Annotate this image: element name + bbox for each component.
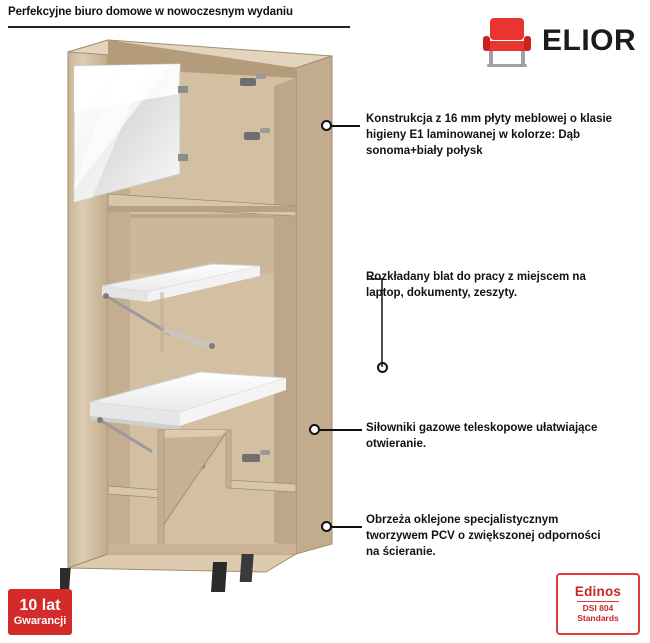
warranty-label: Gwarancji: [13, 614, 67, 627]
callout-text-worktop: Rozkładany blat do pracy z miejscem na laptop, dokumenty, zeszyty.: [366, 271, 586, 299]
callout-dot-construction: [321, 120, 332, 131]
callout-line-gas-struts: [320, 429, 362, 431]
warranty-badge: [8, 589, 72, 635]
brand-name: ELIOR: [542, 24, 637, 57]
callout-line-edges: [332, 526, 362, 528]
product-image: [60, 34, 340, 594]
callout-dot-gas-struts: [309, 424, 320, 435]
header-divider: [8, 26, 350, 28]
certificate-code: DSI 804: [582, 603, 614, 614]
callout-text-gas-struts: Siłowniki gazowe teleskopowe ułatwiające otwieranie.: [366, 422, 598, 450]
certificate-standard: Standards: [577, 613, 619, 623]
page-title: Perfekcyjne biuro domowe w nowoczesnym wydaniu: [8, 6, 293, 18]
brand-logo: [476, 12, 636, 74]
red-armchair-icon: [476, 12, 538, 74]
certificate-name: Edinos: [574, 584, 622, 600]
callout-text-edges: Obrzeża oklejone specjalistycznym tworzywem PCV o zwiększonej odporności na ścieranie.: [366, 514, 601, 558]
callout-line-construction: [332, 125, 360, 127]
callout-text-construction: Konstrukcja z 16 mm płyty meblowej o klasie higieny E1 laminowanej w kolorze: Dąb sonoma+biały połysk: [366, 113, 613, 157]
cabinet-desk-illustration: [60, 34, 340, 594]
warranty-years: 10 lat: [19, 597, 61, 615]
callout-dot-edges: [321, 521, 332, 532]
certificate-badge: [556, 573, 640, 635]
